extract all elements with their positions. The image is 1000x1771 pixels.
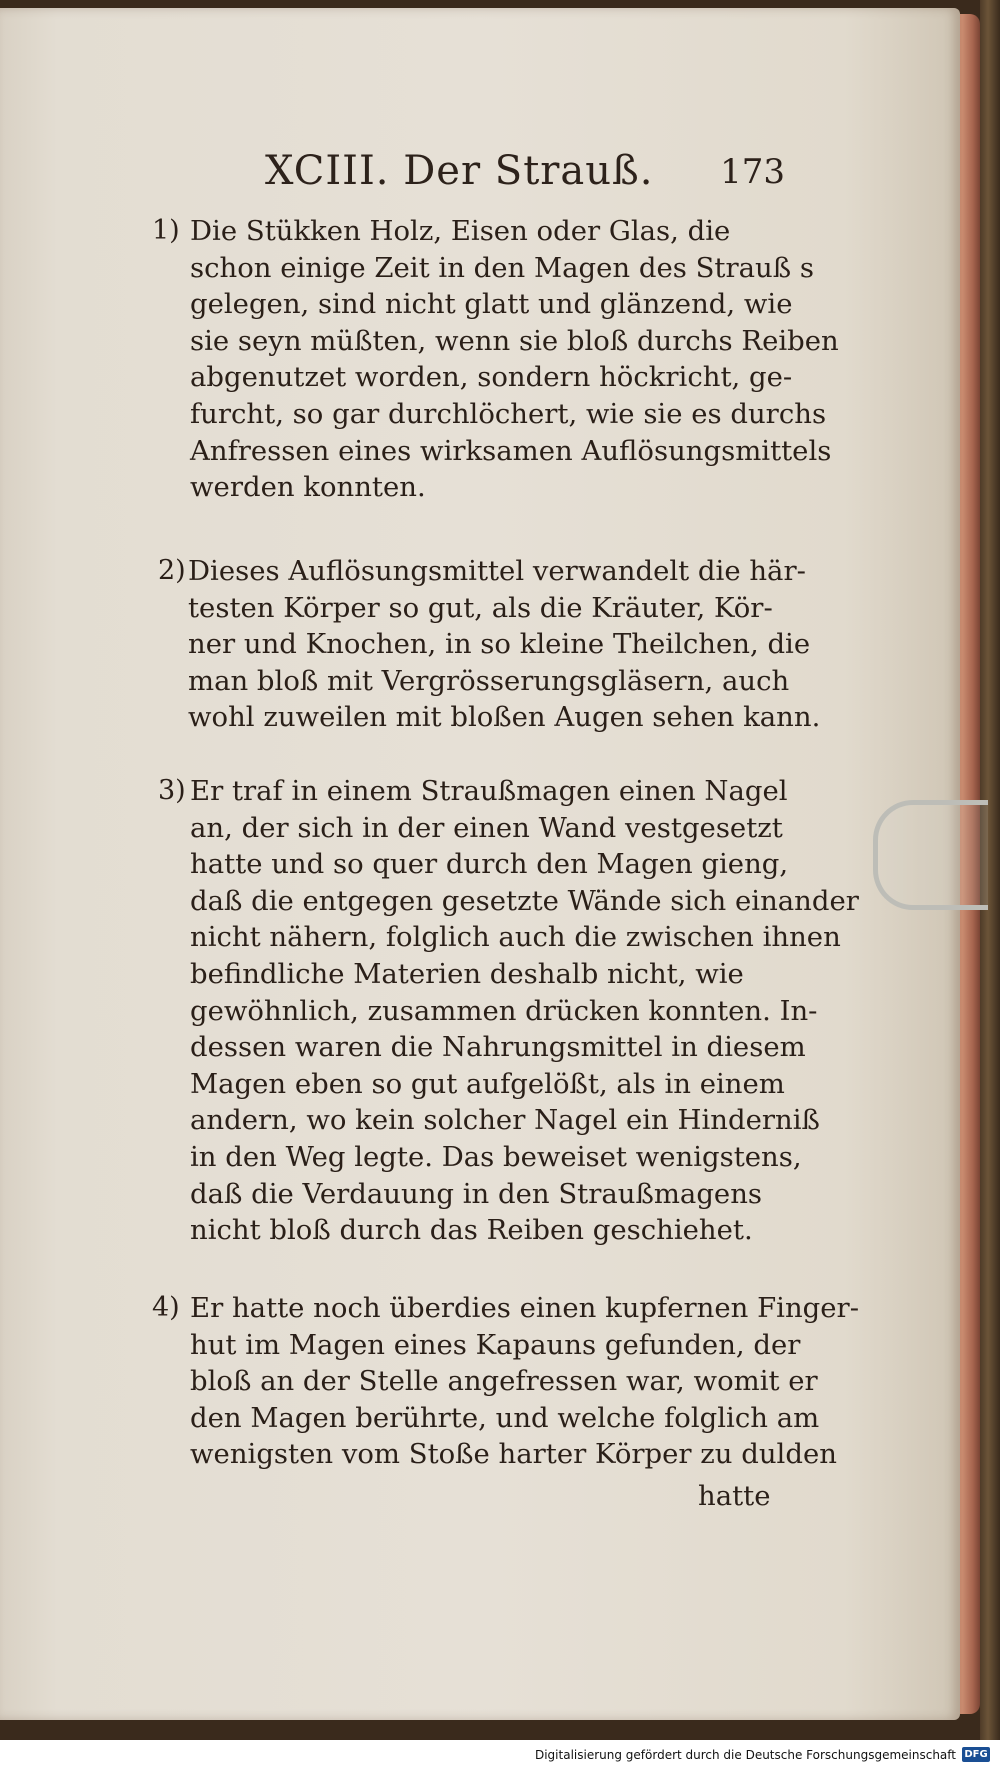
text-line: Er traf in einem Straußmagen einen Nagel (190, 775, 788, 807)
text-line: den Magen berührte, und welche folglich am (190, 1401, 820, 1434)
numbered-paragraph-3 (158, 773, 859, 1249)
running-header (265, 148, 785, 208)
text-line: gelegen, sind nicht glatt und glänzend, wie (190, 288, 793, 321)
text-line: nicht nähern, folglich auch die zwischen ihnen (190, 921, 841, 954)
text-line: Dieses Auflösungsmittel verwandelt die här- (188, 555, 806, 587)
numbered-paragraph-1 (152, 213, 839, 506)
text-line: dessen waren die Nahrungsmittel in diesem (190, 1031, 806, 1064)
chapter-title: XCIII. Der Strauß. (265, 148, 654, 194)
dfg-logo: DFG (962, 1747, 990, 1762)
text-line: testen Körper so gut, als die Kräuter, Kör- (188, 591, 773, 624)
paragraph-number: 2) (158, 555, 186, 586)
text-line: wohl zuweilen mit bloßen Augen sehen kann. (188, 701, 821, 734)
text-line: abgenutzet worden, sondern höckricht, ge- (190, 361, 793, 394)
text-line: Magen eben so gut aufgelößt, als in einem (190, 1067, 785, 1100)
footer-bar (0, 1740, 1000, 1771)
text-line: ner und Knochen, in so kleine Theilchen, die (188, 628, 811, 661)
text-line: Die Stükken Holz, Eisen oder Glas, die (190, 215, 731, 247)
text-line: man bloß mit Vergrösserungsgläsern, auch (188, 664, 790, 697)
text-line: gewöhnlich, zusammen drücken konnten. In- (190, 994, 818, 1027)
text-line: werden konnten. (190, 471, 426, 504)
text-line: andern, wo kein solcher Nagel ein Hinderniß (190, 1104, 820, 1137)
paragraph-number: 1) (152, 215, 180, 246)
book-page (0, 8, 960, 1720)
text-line: bloß an der Stelle angefressen war, womit er (190, 1365, 818, 1398)
text-line: sie seyn müßten, wenn sie bloß durchs Reiben (190, 324, 839, 357)
page-number: 173 (720, 152, 785, 192)
text-line: nicht bloß durch das Reiben geschiehet. (190, 1214, 753, 1247)
numbered-paragraph-4 (152, 1290, 859, 1473)
paragraph-number: 4) (152, 1292, 180, 1323)
text-line: befindliche Materien deshalb nicht, wie (190, 957, 744, 990)
text-line: hut im Magen eines Kapauns gefunden, der (190, 1328, 801, 1361)
paragraph-number: 3) (158, 775, 186, 806)
text-line: schon einige Zeit in den Magen des Strauß s (190, 251, 814, 284)
text-line: daß die entgegen gesetzte Wände sich einander (190, 884, 859, 917)
catchword: hatte (698, 1480, 771, 1512)
text-line: hatte und so quer durch den Magen gieng, (190, 848, 789, 881)
numbered-paragraph-2 (158, 553, 821, 736)
text-line: in den Weg legte. Das beweiset wenigstens, (190, 1140, 802, 1173)
funding-credit: Digitalisierung gefördert durch die Deutsche Forschungsgemeinschaft (534, 1748, 956, 1762)
text-line: Er hatte noch überdies einen kupfernen Finger- (190, 1292, 859, 1324)
text-line: daß die Verdauung in den Straußmagens (190, 1177, 763, 1210)
text-line: Anfressen eines wirksamen Auflösungsmittels (190, 434, 832, 467)
page-clip (873, 800, 988, 910)
text-line: wenigsten vom Stoße harter Körper zu dulden (190, 1438, 837, 1471)
text-line: furcht, so gar durchlöchert, wie sie es durchs (190, 397, 827, 430)
text-line: an, der sich in der einen Wand vestgesetzt (190, 811, 783, 844)
